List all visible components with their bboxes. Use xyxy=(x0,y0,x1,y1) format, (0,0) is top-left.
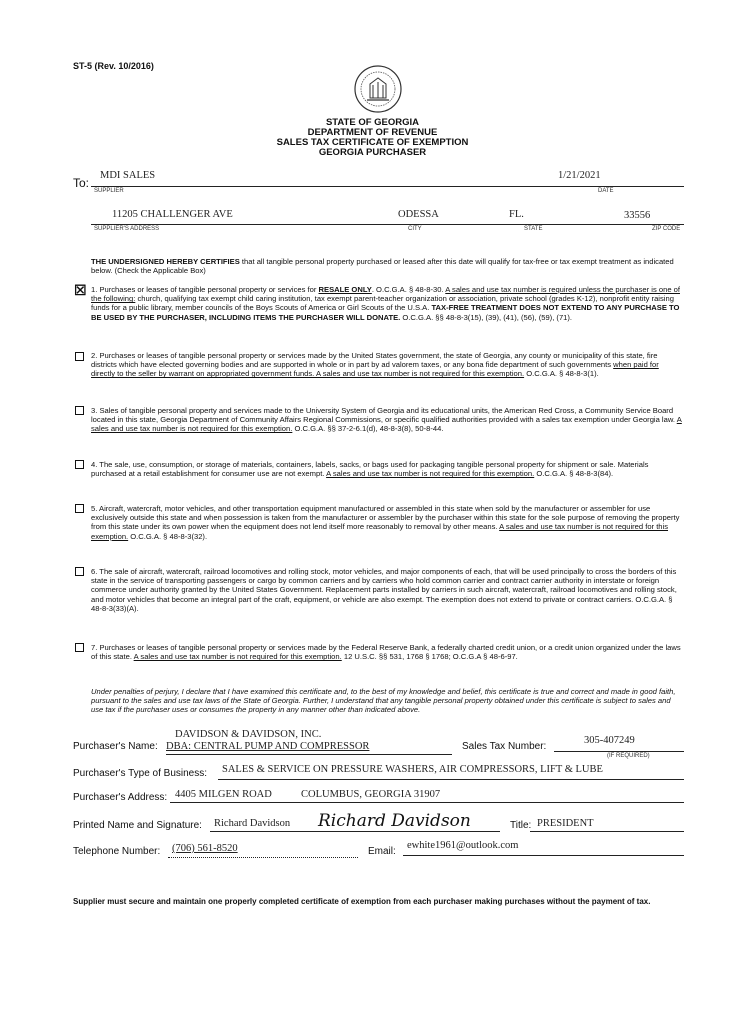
sales-tax-caption: (IF REQUIRED) xyxy=(607,753,650,759)
penalty-statement: Under penalties of perjury, I declare that I have examined this certificate and, to the best of my knowledge and belief, this certificate is true and correct and made in good faith, pursuant to the sales and use tax laws of the State of Georgia. Further, I understand that any tangible personal property obtained under this certificate is subject to sales and use tax if the purchaser uses or consumes the property in any manner other than indicated above. xyxy=(91,687,676,715)
signer-label: Printed Name and Signature: xyxy=(73,820,202,831)
option-2-text xyxy=(91,351,683,379)
title-rule xyxy=(530,831,684,832)
option-6-part-a: 6. The sale of aircraft, watercraft, railroad locomotives and rolling stock, motor vehicles, and major components of each, that will be used principally to cross the borders of this state in the service of transporting passengers or cargo by common carriers and by carriers who hold common carrier and contract carrier authority in interstate or foreign commerce under authority granted by the United States Government. Replacement parts installed by carriers in such aircraft, watercraft, railroad locomotives and rolling stock, and motor vehicles that become an integral part of the craft, equipment, or vehicle are also exempt. The exemption does not extend to private or contract carriers. O.C.G.A. § 48-8-3(33)(A). xyxy=(91,567,677,613)
option-1-warning: TAX-FREE TREATMENT DOES NOT EXTEND TO ANY PURCHASE TO BE USED BY THE PURCHASER, INCLUDING ITEMS THE PURCHASER WILL DONATE. xyxy=(91,303,680,322)
option-2-citation: O.C.G.A. § 48-8-3(1). xyxy=(524,369,599,379)
title-value[interactable]: PRESIDENT xyxy=(537,818,594,829)
business-type-rule xyxy=(218,779,684,780)
option-5-citation: O.C.G.A. § 48-8-3(32). xyxy=(128,531,208,541)
option-2-requirement: when paid for directly to the seller by warrant on appropriated government funds. A sales and use tax number is not required for this exemption. xyxy=(91,360,659,379)
option-5-checkbox[interactable] xyxy=(75,504,84,513)
supplier-address[interactable]: 11205 CHALLENGER AVE xyxy=(112,209,233,220)
option-3-part-a: 3. Sales of tangible personal property and services made to the University System of Georgia and its educational units, the American Red Cross, a Community Service Board located in this state, Georgia Department of Community Affairs Regional Commissions, or specific qualified authorities provided with a sales tax exemption under Georgia law. xyxy=(91,406,677,425)
supplier-city-caption: CITY xyxy=(408,226,422,232)
business-type-value[interactable]: SALES & SERVICE ON PRESSURE WASHERS, AIR COMPRESSORS, LIFT & LUBE xyxy=(222,764,603,775)
supplier-city[interactable]: ODESSA xyxy=(398,209,439,220)
option-7-part-a: 7. Purchases or leases of tangible personal property or services made by the Federal Reserve Bank, a federally charted credit union, or a credit union organized under the laws of this state. xyxy=(91,643,681,662)
option-1-checked-icon[interactable]: ☒ xyxy=(74,282,87,298)
option-3-checkbox[interactable] xyxy=(75,406,84,415)
header-department: DEPARTMENT OF REVENUE xyxy=(307,127,438,138)
sales-tax-rule xyxy=(554,751,684,752)
option-7-checkbox[interactable] xyxy=(75,643,84,652)
purchaser-address-city[interactable]: COLUMBUS, GEORGIA 31907 xyxy=(301,789,441,800)
option-3-citation: O.C.G.A. §§ 37-2-6.1(d), 48-8-3(8), 50-8-44. xyxy=(292,424,444,434)
supplier-zip-caption: ZIP CODE xyxy=(652,226,681,232)
purchaser-name-rule xyxy=(166,754,452,755)
header-certificate-title: SALES TAX CERTIFICATE OF EXEMPTION xyxy=(276,137,469,148)
option-1-requirement: A sales and use tax number is required unless the purchaser is one of the following: xyxy=(91,285,680,304)
header-state: STATE OF GEORGIA xyxy=(325,117,420,128)
supplier-name-rule xyxy=(91,186,684,187)
handwritten-signature: Richard Davidson xyxy=(318,811,471,831)
option-6-text xyxy=(91,567,683,613)
sales-tax-label: Sales Tax Number: xyxy=(462,741,547,752)
option-2-part-a: 2. Purchases or leases of tangible personal property or services made by the United States government, the state of Georgia, any county or municipality of this state, fire districts which have elected governing bodies and are supported in whole or in part by ad valorem taxes, or any bona fide department of such governments xyxy=(91,351,658,370)
option-4-checkbox[interactable] xyxy=(75,460,84,469)
business-type-label: Purchaser's Type of Business: xyxy=(73,768,208,779)
signature-rule xyxy=(210,831,500,832)
phone-label: Telephone Number: xyxy=(73,846,161,857)
supplier-date[interactable]: 1/21/2021 xyxy=(558,170,601,181)
option-4-requirement: A sales and use tax number is not required for this exemption. xyxy=(326,469,535,479)
option-1-resale: RESALE ONLY xyxy=(318,285,372,294)
option-1-part-a: 1. Purchases or leases of tangible personal property or services for xyxy=(91,285,319,294)
phone-value[interactable]: (706) 561-8520 xyxy=(172,843,238,854)
purchaser-name-line1[interactable]: DAVIDSON & DAVIDSON, INC. xyxy=(175,729,322,740)
supplier-zip[interactable]: 33556 xyxy=(624,210,651,221)
email-value[interactable]: ewhite1961@outlook.com xyxy=(407,840,519,851)
option-4-part-a: 4. The sale, use, consumption, or storage of materials, containers, labels, sacks, or bags used for packaging tangible personal property for shipment or sale. Materials purchased at a retail establishment for consumer use are not exempt. xyxy=(91,460,649,479)
purchaser-name-line2[interactable]: DBA: CENTRAL PUMP AND COMPRESSOR xyxy=(166,741,370,752)
supplier-name[interactable]: MDI SALES xyxy=(100,170,156,181)
option-1-text xyxy=(91,285,683,322)
supplier-address-caption: SUPPLIER'S ADDRESS xyxy=(94,226,160,232)
option-1-part-e: church, qualifying tax exempt child caring institution, tax exempt parent-teacher organization or association, private school (grades K-12), nonprofit entity raising funds for a public library, member councils of the Boys Scouts of America or Girl Scouts of the U.S.A. xyxy=(91,294,674,313)
supplier-address-rule xyxy=(91,224,684,225)
option-3-requirement: A sales and use tax number is not required for this exemption. xyxy=(91,415,682,434)
supplier-footer-note: Supplier must secure and maintain one properly completed certificate of exemption from each purchaser making purchases without the payment of tax. xyxy=(73,897,651,906)
purchaser-address-label: Purchaser's Address: xyxy=(73,792,168,803)
intro-bold: THE UNDERSIGNED HEREBY CERTIFIES xyxy=(91,257,240,266)
option-4-text xyxy=(91,460,683,478)
option-5-requirement: A sales and use tax number is not required for this exemption. xyxy=(91,522,669,541)
option-7-text xyxy=(91,643,683,661)
title-label: Title: xyxy=(510,820,532,831)
email-rule xyxy=(403,855,684,856)
phone-rule xyxy=(168,857,358,858)
supplier-state-caption: STATE xyxy=(524,226,543,232)
header-purchaser-type: GEORGIA PURCHASER xyxy=(318,147,427,158)
purchaser-address-rule xyxy=(170,802,684,803)
state-seal-icon xyxy=(353,64,403,114)
option-5-part-a: 5. Aircraft, watercraft, motor vehicles, and other transportation equipment manufactured or assembled in this state when sold by the manufacturer or assembler for use exclusively outside this state and when possession is taken from the manufacturer or assembler by the purchaser within this state for the sole purpose of removing the property from this state under its own power when the equipment does not lend itself more reasonably to removal by other means. xyxy=(91,504,680,532)
option-1-part-c: . O.C.G.A. § 48-8-30. xyxy=(371,285,446,294)
option-1-citation: O.C.G.A. §§ 48-8-3(15), (39), (41), (56), (59), (71). xyxy=(400,312,573,322)
supplier-state[interactable]: FL. xyxy=(509,209,524,220)
purchaser-address-street[interactable]: 4405 MILGEN ROAD xyxy=(175,789,272,800)
option-3-text xyxy=(91,406,683,434)
certification-intro xyxy=(91,257,681,275)
option-6-checkbox[interactable] xyxy=(75,567,84,576)
to-label: To: xyxy=(73,176,90,190)
option-5-text xyxy=(91,504,683,541)
option-2-checkbox[interactable] xyxy=(75,352,84,361)
printed-name[interactable]: Richard Davidson xyxy=(214,818,291,829)
option-7-citation: 12 U.S.C. §§ 531, 1768 § 1768; O.C.G.A § 48-6-97. xyxy=(341,652,518,662)
option-4-citation: O.C.G.A. § 48-8-3(84). xyxy=(534,469,614,479)
supplier-date-caption: DATE xyxy=(598,188,614,194)
form-id: ST-5 (Rev. 10/2016) xyxy=(73,61,154,71)
purchaser-name-label: Purchaser's Name: xyxy=(73,741,158,752)
sales-tax-number[interactable]: 305-407249 xyxy=(584,735,635,746)
option-7-requirement: A sales and use tax number is not required for this exemption. xyxy=(133,652,342,662)
supplier-name-caption: SUPPLIER xyxy=(94,188,124,194)
intro-text: that all tangible personal property purchased or leased after this date will qualify for tax-free or tax exempt treatment as indicated below. (Check the Applicable Box) xyxy=(91,257,674,276)
email-label: Email: xyxy=(368,846,396,857)
